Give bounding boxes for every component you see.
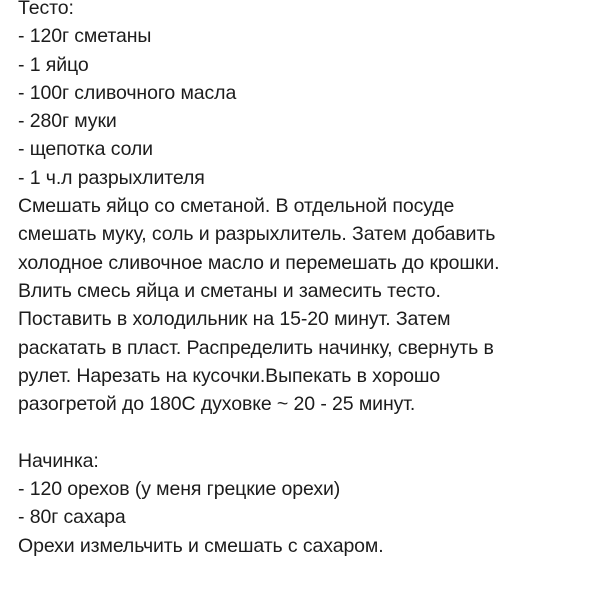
- dough-ingredient: - 100г сливочного масла: [18, 81, 237, 104]
- dough-ingredient: - щепотка соли: [18, 138, 153, 161]
- filling-ingredient: - 120 орехов (у меня грецкие орехи): [18, 478, 341, 501]
- dough-instruction-line: Смешать яйцо со сметаной. В отдельной посуде: [18, 195, 455, 218]
- dough-heading: Тесто:: [18, 0, 74, 19]
- filling-ingredient: - 80г сахара: [18, 506, 126, 529]
- dough-ingredient: - 1 яйцо: [18, 53, 89, 76]
- filling-heading: Начинка:: [18, 449, 99, 472]
- filling-instruction-line: Орехи измельчить и смешать с сахаром.: [18, 534, 384, 557]
- dough-instruction-line: раскатать в пласт. Распределить начинку, свернуть в: [18, 336, 494, 359]
- dough-instruction-line: Влить смесь яйца и сметаны и замесить тесто.: [18, 279, 441, 302]
- dough-ingredient: - 120г сметаны: [18, 25, 152, 48]
- dough-ingredient: - 280г муки: [18, 110, 117, 133]
- dough-instruction-line: смешать муку, соль и разрыхлитель. Затем добавить: [18, 223, 496, 246]
- dough-instruction-line: Поставить в холодильник на 15-20 минут. Затем: [18, 308, 451, 331]
- dough-instruction-line: рулет. Нарезать на кусочки.Выпекать в хорошо: [18, 364, 441, 387]
- dough-instruction-line: холодное сливочное масло и перемешать до крошки.: [18, 251, 500, 274]
- blank-line: [18, 418, 600, 446]
- dough-ingredient: - 1 ч.л разрыхлителя: [18, 166, 205, 189]
- dough-instruction-line: разогретой до 180С духовке ~ 20 - 25 минут.: [18, 393, 416, 416]
